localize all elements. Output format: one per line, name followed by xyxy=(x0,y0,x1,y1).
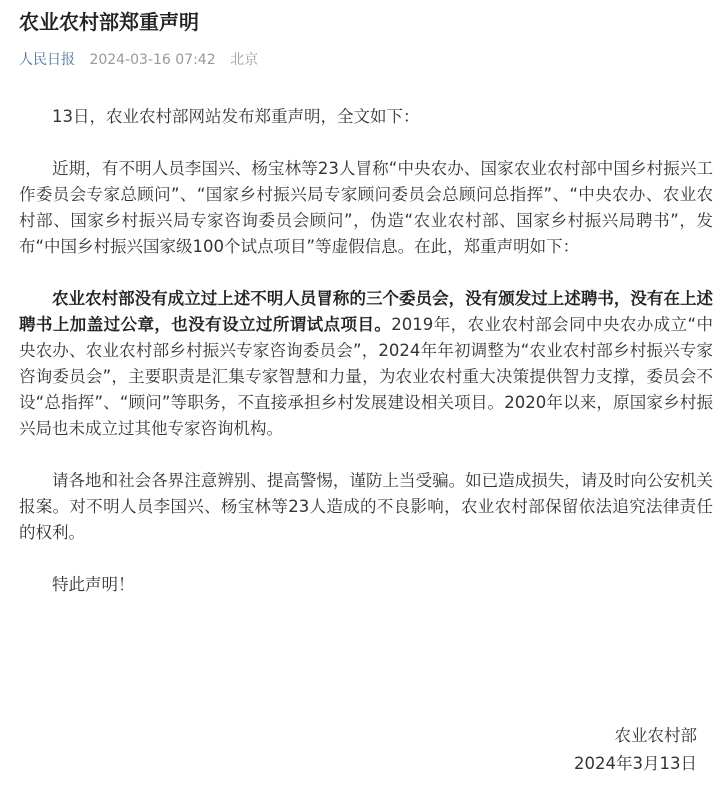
paragraph-intro: 13日，农业农村部网站发布郑重声明，全文如下： xyxy=(52,107,420,126)
paragraph-statement xyxy=(19,286,713,442)
signature-org: 农业农村部 xyxy=(614,726,697,745)
statement-bold-text: 农业农村部没有成立过上述不明人员冒称的三个委员会，没有颁发过上述聘书，没有在上述聘书上加盖过公章，也没有设立过所谓试点项目。 xyxy=(19,289,713,334)
article-meta xyxy=(19,50,258,70)
paragraph-background: 近期，有不明人员李国兴、杨宝林等23人冒称“中央农办、国家农业农村部中国乡村振兴工作委员会专家总顾问”、“国家乡村振兴局专家顾问委员会总顾问总指挥”、“中央农办、农业农村部、国家乡村振兴局专家咨询委员会顾问”，伪造“农业农村部、国家乡村振兴局聘书”，发布“中国乡村振兴国家级100个试点项目”等虚假信息。在此，郑重声明如下： xyxy=(19,159,713,256)
signature-date: 2024年3月13日 xyxy=(574,754,697,773)
paragraph-closing: 特此声明！ xyxy=(52,575,135,594)
article-body xyxy=(19,104,713,624)
article-title: 农业农村部郑重声明 xyxy=(19,10,199,34)
publish-location: 北京 xyxy=(230,52,259,68)
statement-text: 2019年，农业农村部会同中央农办成立“中央农办、农业农村部乡村振兴专家咨询委员会”，2024年年初调整为“农业农村部乡村振兴专家咨询委员会”，主要职责是汇集专家智慧和力量，为农业农村重大决策提供智力支撑，委员会不设“总指挥”、“顾问”等职务，不直接承担乡村发展建设相关项目。2020年以来，原国家乡村振兴局也未成立过其他专家咨询机构。 xyxy=(19,315,713,438)
publish-datetime: 2024-03-16 07:42 xyxy=(89,52,216,68)
source-link[interactable]: 人民日报 xyxy=(19,52,75,68)
signature-block xyxy=(574,722,697,778)
paragraph-warning: 请各地和社会各界注意辨别、提高警惕，谨防上当受骗。如已造成损失，请及时向公安机关报案。对不明人员李国兴、杨宝林等23人造成的不良影响，农业农村部保留依法追究法律责任的权利。 xyxy=(19,471,713,542)
